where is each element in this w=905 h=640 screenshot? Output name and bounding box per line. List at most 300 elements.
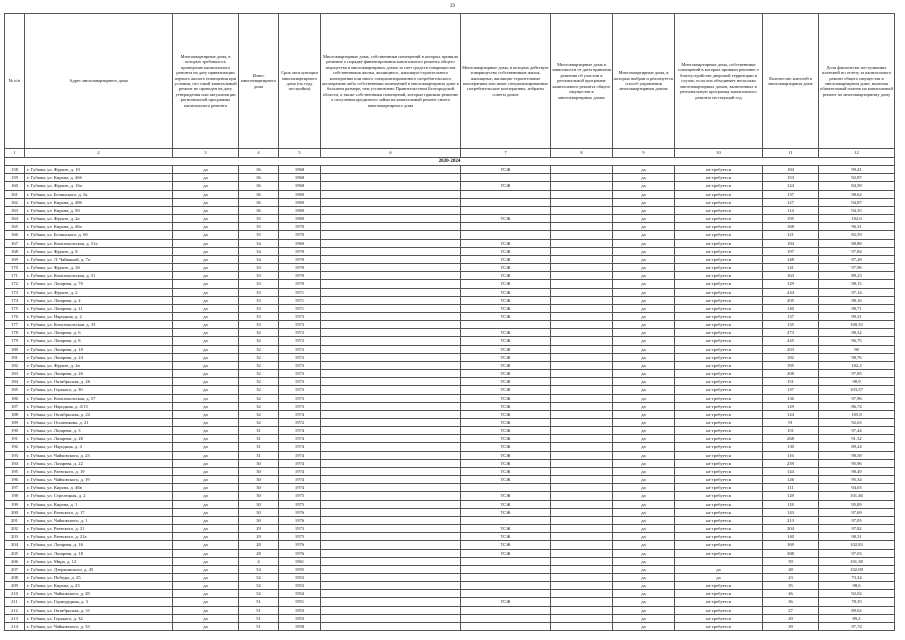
- cell-residents-count: 184: [763, 166, 819, 174]
- cell-management-method: да: [613, 231, 675, 239]
- cell-hoa-type: ТСЖ: [461, 500, 551, 508]
- table-row: [5, 304, 895, 312]
- table-row: [5, 206, 895, 214]
- cell-address: г. Губкин, ул. Фрунзе, д. 26: [25, 264, 173, 272]
- cell-capital-repair-required: да: [173, 459, 239, 467]
- cell-operation-year: 1969: [279, 206, 321, 214]
- cell-capital-repair-required: да: [173, 345, 239, 353]
- cell-row-number: 180: [5, 345, 25, 353]
- cell-hoa-type: ТСЖ: [461, 361, 551, 369]
- cell-financing-decision: [321, 443, 461, 451]
- cell-payments-share: 101,38: [819, 557, 895, 565]
- cell-residents-count: 268: [763, 435, 819, 443]
- cell-participation-date: [551, 255, 613, 263]
- cell-address: г. Губкин, ул. Мира, д. 12: [25, 557, 173, 565]
- cell-wear: 33: [239, 288, 279, 296]
- cell-hoa-type: ТСЖ: [461, 337, 551, 345]
- cell-payments-share: 102,6: [819, 215, 895, 223]
- table-row: [5, 174, 895, 182]
- cell-hoa-type: ТСЖ: [461, 378, 551, 386]
- cell-address: г. Губкин, ул. Победы, д. 25: [25, 573, 173, 581]
- cell-row-number: 172: [5, 280, 25, 288]
- table-row: [5, 329, 895, 337]
- cell-operation-year: 1973: [279, 386, 321, 394]
- cell-row-number: 212: [5, 606, 25, 614]
- cell-residents-count: 46: [763, 590, 819, 598]
- cell-wear: 32: [239, 345, 279, 353]
- cell-yard-improvement: да: [675, 573, 763, 581]
- cell-capital-repair-required: да: [173, 386, 239, 394]
- cell-management-method: да: [613, 549, 675, 557]
- cell-payments-share: 88,88: [819, 239, 895, 247]
- table-row: [5, 410, 895, 418]
- table-row: [5, 378, 895, 386]
- cell-residents-count: 35: [763, 582, 819, 590]
- cell-financing-decision: [321, 508, 461, 516]
- cell-residents-count: 23: [763, 573, 819, 581]
- cell-payments-share: 98,16: [819, 296, 895, 304]
- cell-management-method: да: [613, 239, 675, 247]
- cell-wear: 30: [239, 467, 279, 475]
- cell-payments-share: 98,15: [819, 280, 895, 288]
- cell-capital-repair-required: да: [173, 255, 239, 263]
- cell-management-method: да: [613, 288, 675, 296]
- cell-management-method: да: [613, 459, 675, 467]
- cell-capital-repair-required: да: [173, 443, 239, 451]
- column-number: 3: [173, 149, 239, 158]
- table-row: [5, 321, 895, 329]
- cell-payments-share: 97,85: [819, 370, 895, 378]
- cell-address: г. Губкин, ул. Фрунзе, д. 2а: [25, 215, 173, 223]
- cell-yard-improvement: не требуется: [675, 280, 763, 288]
- cell-residents-count: 127: [763, 198, 819, 206]
- cell-operation-year: 1974: [279, 443, 321, 451]
- column-number-row: [5, 149, 895, 158]
- cell-wear: 36: [239, 166, 279, 174]
- cell-hoa-type: ТСЖ: [461, 459, 551, 467]
- cell-capital-repair-required: да: [173, 557, 239, 565]
- cell-yard-improvement: не требуется: [675, 345, 763, 353]
- cell-row-number: 197: [5, 484, 25, 492]
- cell-yard-improvement: не требуется: [675, 239, 763, 247]
- cell-hoa-type: ТСЖ: [461, 288, 551, 296]
- cell-participation-date: [551, 410, 613, 418]
- cell-financing-decision: [321, 590, 461, 598]
- cell-address: г. Губкин, ул. Кирова, д. 50: [25, 206, 173, 214]
- table-row: [5, 394, 895, 402]
- cell-financing-decision: [321, 296, 461, 304]
- cell-yard-improvement: не требуется: [675, 215, 763, 223]
- cell-address: г. Губкин, ул. Лазарева, д. 28: [25, 435, 173, 443]
- column-number: 10: [675, 149, 763, 158]
- cell-capital-repair-required: да: [173, 402, 239, 410]
- cell-residents-count: 140: [763, 533, 819, 541]
- cell-financing-decision: [321, 549, 461, 557]
- cell-hoa-type: [461, 198, 551, 206]
- cell-payments-share: 98,32: [819, 329, 895, 337]
- cell-financing-decision: [321, 223, 461, 231]
- cell-hoa-type: ТСЖ: [461, 329, 551, 337]
- cell-participation-date: [551, 247, 613, 255]
- cell-hoa-type: ТСЖ: [461, 549, 551, 557]
- column-header: Многоквартирные дома, в которых действует товарищество собственников жилья, жилищные, жилищно-строительные кооперативы или иные специализированные потребительские кооперативы, избраны советы домов: [461, 14, 551, 149]
- cell-financing-decision: [321, 598, 461, 606]
- cell-address: г. Губкин, ул. Народная, д. 2: [25, 312, 173, 320]
- cell-payments-share: 98,31: [819, 533, 895, 541]
- cell-payments-share: 100,33: [819, 321, 895, 329]
- cell-management-method: да: [613, 182, 675, 190]
- cell-operation-year: 1953: [279, 582, 321, 590]
- table-row: [5, 370, 895, 378]
- table-row: [5, 582, 895, 590]
- cell-residents-count: 126: [763, 476, 819, 484]
- cell-row-number: 207: [5, 565, 25, 573]
- cell-management-method: да: [613, 419, 675, 427]
- cell-payments-share: 94,35: [819, 206, 895, 214]
- cell-address: г. Губкин, ул. Кирова, д. 46в: [25, 484, 173, 492]
- cell-hoa-type: ТСЖ: [461, 312, 551, 320]
- cell-address: г. Губкин, ул. Народная, д. 4: [25, 443, 173, 451]
- table-row: [5, 345, 895, 353]
- cell-row-number: 189: [5, 419, 25, 427]
- cell-financing-decision: [321, 476, 461, 484]
- cell-residents-count: 140: [763, 304, 819, 312]
- page-number: 29: [450, 4, 455, 9]
- cell-operation-year: 1971: [279, 304, 321, 312]
- cell-participation-date: [551, 500, 613, 508]
- cell-address: г. Губкин, ул. Чайковского, д. 23: [25, 451, 173, 459]
- cell-yard-improvement: не требуется: [675, 500, 763, 508]
- cell-payments-share: 95,96: [819, 459, 895, 467]
- cell-row-number: 202: [5, 525, 25, 533]
- cell-residents-count: 388: [763, 549, 819, 557]
- cell-operation-year: 1970: [279, 255, 321, 263]
- cell-operation-year: 1969: [279, 198, 321, 206]
- cell-residents-count: 245: [763, 337, 819, 345]
- cell-participation-date: [551, 378, 613, 386]
- cell-payments-share: 98,49: [819, 467, 895, 475]
- cell-wear: 36: [239, 198, 279, 206]
- cell-participation-date: [551, 492, 613, 500]
- cell-yard-improvement: не требуется: [675, 419, 763, 427]
- cell-management-method: да: [613, 484, 675, 492]
- table-row: [5, 500, 895, 508]
- cell-participation-date: [551, 296, 613, 304]
- cell-yard-improvement: не требуется: [675, 590, 763, 598]
- cell-management-method: да: [613, 361, 675, 369]
- cell-row-number: 171: [5, 272, 25, 280]
- cell-wear: 51: [239, 598, 279, 606]
- cell-row-number: 166: [5, 231, 25, 239]
- cell-residents-count: 114: [763, 206, 819, 214]
- cell-capital-repair-required: да: [173, 312, 239, 320]
- cell-management-method: да: [613, 280, 675, 288]
- cell-management-method: да: [613, 378, 675, 386]
- cell-financing-decision: [321, 573, 461, 581]
- cell-management-method: да: [613, 467, 675, 475]
- table-row: [5, 182, 895, 190]
- cell-address: г. Губкин, ул. Лазарева, д. 4: [25, 296, 173, 304]
- cell-yard-improvement: не требуется: [675, 533, 763, 541]
- cell-participation-date: [551, 508, 613, 516]
- cell-financing-decision: [321, 541, 461, 549]
- cell-yard-improvement: не требуется: [675, 598, 763, 606]
- table-row: [5, 166, 895, 174]
- cell-participation-date: [551, 288, 613, 296]
- cell-management-method: да: [613, 370, 675, 378]
- cell-payments-share: 97,96: [819, 394, 895, 402]
- cell-capital-repair-required: да: [173, 582, 239, 590]
- table-row: [5, 280, 895, 288]
- cell-participation-date: [551, 312, 613, 320]
- cell-residents-count: 28: [763, 565, 819, 573]
- cell-row-number: 209: [5, 582, 25, 590]
- cell-capital-repair-required: да: [173, 484, 239, 492]
- cell-operation-year: 1954: [279, 590, 321, 598]
- cell-address: г. Губкин, ул. Лазарева, д. 16: [25, 541, 173, 549]
- cell-management-method: да: [613, 174, 675, 182]
- cell-residents-count: 195: [763, 361, 819, 369]
- cell-wear: 31: [239, 435, 279, 443]
- cell-row-number: 198: [5, 492, 25, 500]
- cell-yard-improvement: не требуется: [675, 174, 763, 182]
- cell-residents-count: 148: [763, 255, 819, 263]
- cell-capital-repair-required: да: [173, 264, 239, 272]
- cell-address: г. Губкин, ул. Комсомольская, д. 57: [25, 394, 173, 402]
- cell-address: г. Губкин, ул. Чайковского, д. 19: [25, 476, 173, 484]
- cell-residents-count: 136: [763, 394, 819, 402]
- cell-yard-improvement: не требуется: [675, 272, 763, 280]
- cell-capital-repair-required: да: [173, 500, 239, 508]
- cell-residents-count: 129: [763, 280, 819, 288]
- cell-wear: 54: [239, 565, 279, 573]
- cell-wear: 31: [239, 427, 279, 435]
- cell-wear: 32: [239, 394, 279, 402]
- cell-capital-repair-required: да: [173, 337, 239, 345]
- cell-operation-year: 1969: [279, 239, 321, 247]
- cell-yard-improvement: не требуется: [675, 467, 763, 475]
- table-row: [5, 361, 895, 369]
- cell-residents-count: 244: [763, 288, 819, 296]
- cell-hoa-type: ТСЖ: [461, 370, 551, 378]
- cell-payments-share: 92,63: [819, 419, 895, 427]
- cell-participation-date: [551, 345, 613, 353]
- cell-capital-repair-required: да: [173, 206, 239, 214]
- cell-operation-year: 1973: [279, 394, 321, 402]
- cell-yard-improvement: не требуется: [675, 549, 763, 557]
- cell-financing-decision: [321, 247, 461, 255]
- cell-wear: 32: [239, 337, 279, 345]
- cell-residents-count: 91: [763, 419, 819, 427]
- cell-yard-improvement: не требуется: [675, 223, 763, 231]
- cell-participation-date: [551, 190, 613, 198]
- cell-capital-repair-required: да: [173, 272, 239, 280]
- cell-address: г. Губкин, ул. Фрунзе, д. 10: [25, 166, 173, 174]
- table-row: [5, 443, 895, 451]
- cell-yard-improvement: не требуется: [675, 516, 763, 524]
- cell-wear: 31: [239, 443, 279, 451]
- cell-payments-share: 89,23: [819, 272, 895, 280]
- cell-management-method: да: [613, 590, 675, 598]
- cell-residents-count: 163: [763, 272, 819, 280]
- cell-yard-improvement: не требуется: [675, 541, 763, 549]
- table-row: [5, 451, 895, 459]
- cell-wear: 32: [239, 370, 279, 378]
- cell-management-method: да: [613, 582, 675, 590]
- cell-capital-repair-required: да: [173, 361, 239, 369]
- cell-financing-decision: [321, 304, 461, 312]
- cell-participation-date: [551, 239, 613, 247]
- table-row: [5, 312, 895, 320]
- cell-financing-decision: [321, 321, 461, 329]
- cell-wear: 32: [239, 419, 279, 427]
- cell-address: г. Губкин, ул. Горнорудная, д. 3: [25, 598, 173, 606]
- cell-residents-count: 144: [763, 467, 819, 475]
- cell-address: г. Губкин, ул. Лазарева, д. 3: [25, 427, 173, 435]
- cell-residents-count: 137: [763, 312, 819, 320]
- cell-financing-decision: [321, 419, 461, 427]
- cell-financing-decision: [321, 329, 461, 337]
- table-row: [5, 215, 895, 223]
- cell-yard-improvement: не требуется: [675, 288, 763, 296]
- table-row: [5, 239, 895, 247]
- cell-yard-improvement: не требуется: [675, 451, 763, 459]
- cell-operation-year: 1974: [279, 484, 321, 492]
- cell-address: г. Губкин, ул. Лазарева, д. 7б: [25, 280, 173, 288]
- cell-payments-share: 96,31: [819, 223, 895, 231]
- table-row: [5, 353, 895, 361]
- column-number: 9: [613, 149, 675, 158]
- cell-operation-year: 1973: [279, 361, 321, 369]
- cell-wear: 30: [239, 459, 279, 467]
- cell-financing-decision: [321, 582, 461, 590]
- cell-payments-share: 99,41: [819, 166, 895, 174]
- cell-participation-date: [551, 370, 613, 378]
- cell-payments-share: 102,83: [819, 541, 895, 549]
- cell-hoa-type: ТСЖ: [461, 166, 551, 174]
- cell-yard-improvement: не требуется: [675, 443, 763, 451]
- table-row: [5, 516, 895, 524]
- cell-wear: 33: [239, 304, 279, 312]
- cell-participation-date: [551, 598, 613, 606]
- cell-address: г. Губкин, ул. Кирова, д. 46а: [25, 223, 173, 231]
- cell-payments-share: 89,02: [819, 606, 895, 614]
- cell-row-number: 186: [5, 394, 25, 402]
- cell-capital-repair-required: да: [173, 247, 239, 255]
- cell-residents-count: 137: [763, 386, 819, 394]
- cell-hoa-type: [461, 614, 551, 622]
- cell-residents-count: 182: [763, 353, 819, 361]
- cell-payments-share: 105,8: [819, 410, 895, 418]
- cell-yard-improvement: не требуется: [675, 206, 763, 214]
- cell-payments-share: 98,9: [819, 378, 895, 386]
- cell-address: г. Губкин, ул. Лазарева, д. 26: [25, 370, 173, 378]
- cell-management-method: да: [613, 321, 675, 329]
- cell-financing-decision: [321, 427, 461, 435]
- cell-wear: 33: [239, 312, 279, 320]
- cell-capital-repair-required: да: [173, 166, 239, 174]
- cell-operation-year: 1973: [279, 321, 321, 329]
- cell-operation-year: 1972: [279, 337, 321, 345]
- cell-participation-date: [551, 451, 613, 459]
- cell-capital-repair-required: да: [173, 451, 239, 459]
- cell-capital-repair-required: да: [173, 378, 239, 386]
- cell-participation-date: [551, 484, 613, 492]
- table-row: [5, 198, 895, 206]
- cell-address: г. Губкин, ул. Дзержинского, д. 45: [25, 565, 173, 573]
- cell-payments-share: 89,2: [819, 614, 895, 622]
- cell-hoa-type: ТСЖ: [461, 402, 551, 410]
- cell-management-method: да: [613, 255, 675, 263]
- cell-participation-date: [551, 533, 613, 541]
- cell-capital-repair-required: да: [173, 565, 239, 573]
- cell-financing-decision: [321, 255, 461, 263]
- cell-hoa-type: [461, 206, 551, 214]
- cell-operation-year: 1976: [279, 541, 321, 549]
- cell-yard-improvement: не требуется: [675, 247, 763, 255]
- cell-management-method: да: [613, 410, 675, 418]
- cell-yard-improvement: не требуется: [675, 582, 763, 590]
- cell-address: г. Губкин, ул. Кирова, д. 48б: [25, 198, 173, 206]
- cell-capital-repair-required: да: [173, 622, 239, 630]
- cell-wear: 4: [239, 557, 279, 565]
- cell-row-number: 176: [5, 312, 25, 320]
- column-number: 8: [551, 149, 613, 158]
- cell-participation-date: [551, 443, 613, 451]
- cell-hoa-type: ТСЖ: [461, 467, 551, 475]
- cell-financing-decision: [321, 451, 461, 459]
- cell-operation-year: 1968: [279, 182, 321, 190]
- cell-hoa-type: ТСЖ: [461, 353, 551, 361]
- cell-payments-share: 97,05: [819, 516, 895, 524]
- cell-address: г. Губкин, ул. Чайковского, д. 1: [25, 516, 173, 524]
- cell-hoa-type: [461, 231, 551, 239]
- cell-residents-count: 208: [763, 370, 819, 378]
- cell-address: г. Губкин, ул. Лазарева, д. 18: [25, 549, 173, 557]
- cell-residents-count: 143: [763, 508, 819, 516]
- cell-participation-date: [551, 622, 613, 630]
- cell-management-method: да: [613, 516, 675, 524]
- cell-financing-decision: [321, 492, 461, 500]
- cell-operation-year: 1974: [279, 459, 321, 467]
- cell-operation-year: 1951: [279, 598, 321, 606]
- cell-address: г. Губкин, ул. Л. Чайкиной, д. 7а: [25, 255, 173, 263]
- cell-residents-count: 203: [763, 345, 819, 353]
- column-header: Срок эксплуатации многоквартирного дома (по году постройки): [279, 14, 321, 149]
- cell-management-method: да: [613, 337, 675, 345]
- cell-address: г. Губкин, ул. Лазарева, д. 22: [25, 459, 173, 467]
- cell-row-number: 190: [5, 427, 25, 435]
- cell-payments-share: 102,08: [819, 565, 895, 573]
- column-header: Количество жителей в многоквартирном доме: [763, 14, 819, 149]
- cell-participation-date: [551, 467, 613, 475]
- cell-hoa-type: [461, 565, 551, 573]
- cell-payments-share: 84,58: [819, 182, 895, 190]
- cell-row-number: 164: [5, 215, 25, 223]
- cell-capital-repair-required: да: [173, 435, 239, 443]
- table-row: [5, 337, 895, 345]
- cell-residents-count: 116: [763, 451, 819, 459]
- cell-row-number: 203: [5, 533, 25, 541]
- cell-operation-year: 1974: [279, 467, 321, 475]
- cell-operation-year: 1974: [279, 451, 321, 459]
- table-row: [5, 508, 895, 516]
- cell-wear: 36: [239, 174, 279, 182]
- section-row: [5, 158, 895, 166]
- column-header: Износ многоквартирного дома: [239, 14, 279, 149]
- cell-operation-year: 1968: [279, 166, 321, 174]
- cell-management-method: да: [613, 247, 675, 255]
